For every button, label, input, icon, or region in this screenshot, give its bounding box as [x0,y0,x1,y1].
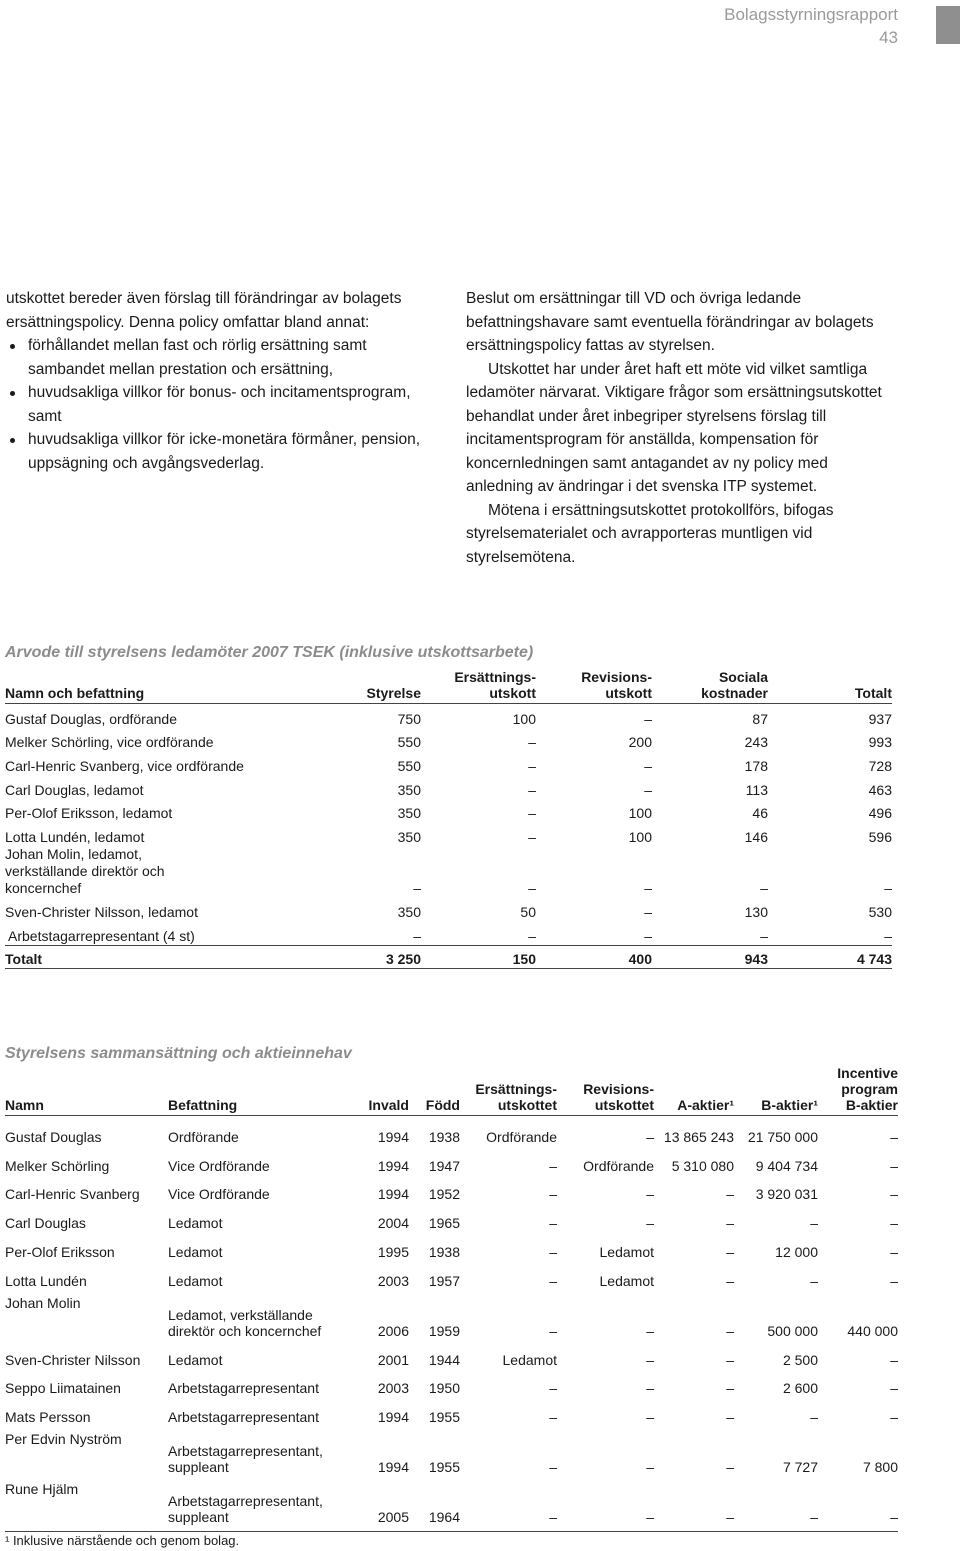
table-row [5,1289,898,1339]
table-cell: – [726,1351,734,1368]
table-cell: Gustaf Douglas [5,1128,102,1145]
table-cell: Arbetstagarrepresentant (4 st) [8,927,195,944]
table-cell: – [646,1128,654,1145]
table-cell: 50 [520,903,536,920]
table-cell: 46 [752,805,768,822]
table-row [5,1368,898,1397]
header-text: kostnader [701,685,768,701]
paragraph: Mötena i ersättningsutskottet protokollförs, bifogas styrelsematerialet och avrapporteras muntligen vid styrelsemötena. [466,501,834,566]
bullet-item: förhållandet mellan fast och rörlig ersättning samt sambandet mellan prestation och ersättning, [6,334,436,381]
table-cell: Ordförande [486,1128,557,1145]
table-row [5,1231,898,1260]
table-cell: – [726,1243,734,1260]
col-header-ersattningsutskott [421,669,536,704]
col-header-name: Namn och befattning [5,685,145,701]
table-cell: – [646,1351,654,1368]
table-row [5,1475,898,1532]
table-row [5,704,892,728]
table-cell: 3 250 [385,950,421,967]
table-cell: 943 [744,950,768,967]
col-header-sociala-kostnader [652,669,768,704]
table-cell: – [549,1215,557,1232]
table-cell: – [644,781,652,798]
table-cell: – [644,880,652,897]
table-cell: 350 [397,829,421,846]
intro-paragraph: utskottet bereder även förslag till förändringar av bolagets ersättningspolicy. Denna policy omfattar bland annat: [6,290,402,331]
table-cell: Carl Douglas, ledamot [5,781,144,798]
page-tab-marker [936,6,960,44]
board-fees-table [5,669,892,969]
board-composition-title: Styrelsens sammansättning och aktieinnehav [5,1045,352,1062]
table-cell: 130 [744,903,768,920]
bullet-item: huvudsakliga villkor för icke-monetära förmåner, pension, uppsägning och avgångsvederlag. [6,428,436,475]
table-cell: 100 [628,829,652,846]
table-cell: 1964 [428,1509,460,1526]
table-cell: – [726,1322,734,1339]
table-cell: – [528,927,536,944]
table-cell: – [890,1186,898,1203]
table-cell: Mats Persson [5,1409,91,1426]
table-cell: – [890,1351,898,1368]
report-header [724,4,898,48]
table-cell: Carl-Henric Svanberg, vice ordförande [5,758,244,775]
table-cell: 87 [752,710,768,727]
table-cell: – [549,1322,557,1339]
table-cell: – [413,880,421,897]
table-cell: 993 [868,734,892,751]
header-text: B-aktier [845,1097,898,1113]
header-text: Ersättnings- [454,669,536,685]
table-cell: Arbetstagarrepresentant [168,1380,319,1397]
table-cell: 2 600 [782,1380,818,1397]
table-header-row [5,669,892,704]
table-cell: 496 [868,805,892,822]
table-cell: Ledamot [599,1272,654,1289]
table-cell: 2004 [377,1215,409,1232]
table-cell: – [528,734,536,751]
table-cell: 550 [397,734,421,751]
table-row [5,751,892,775]
table-cell: 2001 [377,1351,409,1368]
table-cell: – [646,1409,654,1426]
table-cell: – [646,1459,654,1476]
bullet-item: huvudsakliga villkor för bonus- och incitamentsprogram, samt [6,381,436,428]
table-cell: 1959 [428,1322,460,1339]
table-cell: 1955 [428,1409,460,1426]
table-row [5,1260,898,1289]
table-cell: Lotta Lundén [5,1272,87,1289]
table-cell: – [644,927,652,944]
table-cell: 530 [868,903,892,920]
table-cell: Ledamot [168,1351,223,1368]
policy-bullet-list [6,334,436,475]
table-cell: Seppo Liimatainen [5,1380,121,1397]
table-cell: 937 [868,710,892,727]
footnote: ¹ Inklusive närstående och genom bolag. [5,1533,240,1548]
header-text: Sociala [718,669,768,685]
table-cell: – [646,1509,654,1526]
paragraph: Beslut om ersättningar till VD och övriga ledande befattningshavare samt eventuella förändringar av bolagets ersättningspolicy fattas av styrelsen. [466,290,874,354]
table-cell: Melker Schörling, vice ordförande [5,734,214,751]
table-cell: Johan Molin, ledamot, verkställande direktör och koncernchef [5,846,165,897]
table-cell: – [549,1380,557,1397]
table-cell: 178 [744,758,768,775]
col-header-ersattningsutskottet [460,1065,557,1116]
table-cell: 1955 [428,1459,460,1476]
table-cell: 243 [744,734,768,751]
table-cell: – [549,1459,557,1476]
table-cell: Per-Olof Eriksson [5,1243,115,1260]
table-cell: 350 [397,903,421,920]
table-cell: Melker Schörling [5,1157,110,1174]
col-header-styrelse: Styrelse [366,685,421,701]
table-cell: 113 [745,781,768,798]
table-row [5,775,892,799]
header-text: utskottet [497,1097,557,1113]
table-cell: Ordförande [583,1157,654,1174]
table-cell: – [890,1272,898,1289]
table-cell: 21 750 000 [747,1128,818,1145]
table-cell: 1938 [428,1128,460,1145]
col-header-namn: Namn [5,1097,44,1113]
table-cell: – [549,1409,557,1426]
table-cell: 1994 [377,1459,409,1476]
table-cell: 1950 [428,1380,460,1397]
table-cell: Ledamot [599,1243,654,1260]
table-cell: – [528,758,536,775]
table-cell: 7 800 [862,1459,898,1476]
table-cell: 1994 [377,1409,409,1426]
table-row [5,728,892,752]
table-cell: Per Edvin Nyström [5,1431,122,1448]
table-cell: Carl Douglas [5,1215,86,1232]
header-text: Incentive [837,1065,898,1081]
table-cell: – [549,1272,557,1289]
table-cell: – [528,805,536,822]
table-cell: – [890,1243,898,1260]
header-text: program [841,1081,898,1097]
table-cell: – [646,1380,654,1397]
table-row [5,1425,898,1475]
table-cell: – [644,758,652,775]
col-header-revisionsutskott [536,669,652,704]
table-cell: Rune Hjälm [5,1481,79,1498]
header-text: Revisions- [581,669,652,685]
table-cell: – [528,781,536,798]
header-text: utskott [489,685,536,701]
left-text-column [6,287,436,475]
table-cell: 1994 [377,1128,409,1145]
table-cell: – [726,1272,734,1289]
table-cell: 728 [868,758,892,775]
table-cell: – [549,1243,557,1260]
table-row [5,1116,898,1145]
table-cell: Ledamot [502,1351,557,1368]
right-text-column [466,287,894,569]
table-cell: 100 [512,710,536,727]
table-cell: – [890,1509,898,1526]
table-cell: – [726,1186,734,1203]
table-cell: – [810,1272,818,1289]
table-cell: 596 [868,829,892,846]
table-header-row [5,1065,898,1116]
table-cell: 7 727 [782,1459,818,1476]
table-cell: 2 500 [782,1351,818,1368]
table-cell: 5 310 080 [671,1157,734,1174]
table-cell: – [726,1459,734,1476]
col-header-fodd: Född [425,1097,460,1113]
table-cell: – [760,880,768,897]
table-row [5,1174,898,1203]
table-cell: – [528,829,536,846]
table-cell: Ledamot [168,1243,223,1260]
table-cell: – [549,1157,557,1174]
table-cell: 2006 [377,1322,409,1339]
table-cell: Carl-Henric Svanberg [5,1186,140,1203]
table-cell: – [890,1157,898,1174]
table-cell: Ledamot [168,1272,223,1289]
header-text: Revisions- [583,1081,654,1097]
table-cell: 1938 [428,1243,460,1260]
table-cell: 1944 [428,1351,460,1368]
board-composition-table [5,1065,898,1532]
table-row [5,1202,898,1231]
table-cell: – [890,1215,898,1232]
table-cell: 1957 [428,1272,460,1289]
table-cell: 1995 [377,1243,409,1260]
table-cell: – [810,1215,818,1232]
table-cell: Sven-Christer Nilsson [5,1351,141,1368]
table-cell: 500 000 [767,1322,818,1339]
report-title: Bolagsstyrningsrapport [724,5,898,24]
table-cell: Sven-Christer Nilsson, ledamot [5,903,198,920]
table-cell: – [646,1215,654,1232]
table-total-row [5,945,892,968]
table-cell: – [810,1409,818,1426]
table-cell: Arbetstagarrepresentant, suppleant [168,1493,323,1526]
table-cell: – [890,1409,898,1426]
table-cell: Gustaf Douglas, ordförande [5,710,177,727]
table-row [5,1145,898,1174]
table-cell: 1952 [428,1186,460,1203]
table-cell: – [884,880,892,897]
table-cell: 146 [744,829,768,846]
table-cell: Ledamot [168,1215,223,1232]
table-cell: 13 865 243 [663,1128,734,1145]
table-cell: – [726,1509,734,1526]
table-cell: – [884,927,892,944]
page-number: 43 [879,28,898,47]
table-cell: – [726,1409,734,1426]
table-row [5,1339,898,1368]
col-header-befattning: Befattning [168,1097,238,1113]
table-cell: 440 000 [847,1322,898,1339]
table-cell: Ordförande [168,1128,239,1145]
table-row [5,921,892,945]
table-row [5,1396,898,1425]
table-cell: – [726,1215,734,1232]
table-cell: 4 743 [856,950,892,967]
table-cell: – [549,1509,557,1526]
table-cell: 100 [628,805,652,822]
table-cell: – [528,880,536,897]
table-cell: 350 [397,805,421,822]
table-row [5,799,892,823]
col-header-revisionsutskottet [557,1065,654,1116]
table-cell: – [890,1128,898,1145]
table-cell: 9 404 734 [755,1157,818,1174]
header-text: Ersättnings- [475,1081,557,1097]
table-cell: 150 [512,950,536,967]
table-cell: 1994 [377,1186,409,1203]
table-cell: 463 [868,781,892,798]
col-header-incentive [818,1065,898,1116]
table-cell: Per-Olof Eriksson, ledamot [5,805,173,822]
table-cell: 12 000 [775,1243,818,1260]
table-cell: 550 [397,758,421,775]
table-cell: 2003 [377,1272,409,1289]
table-cell: 1965 [428,1215,460,1232]
table-cell: 3 920 031 [755,1186,818,1203]
table-cell: – [644,710,652,727]
col-header-a-aktier: A-aktier¹ [677,1097,734,1113]
table-cell: 200 [628,734,652,751]
table-cell: 2005 [377,1509,409,1526]
table-row [5,822,892,846]
header-text: utskottet [594,1097,654,1113]
table-cell: Ledamot, verkställande direktör och koncernchef [168,1306,322,1339]
table-cell: 350 [397,781,421,798]
col-header-b-aktier: B-aktier¹ [761,1097,818,1113]
table-cell: Lotta Lundén, ledamot [5,829,145,846]
table-cell: – [644,903,652,920]
table-cell: 400 [628,950,652,967]
fees-table-title: Arvode till styrelsens ledamöter 2007 TSEK (inklusive utskottsarbete) [5,644,534,661]
table-cell: Arbetstagarrepresentant, suppleant [168,1443,323,1476]
header-text: utskott [605,685,652,701]
table-cell: – [810,1509,818,1526]
table-cell: – [726,1380,734,1397]
table-cell: Vice Ordförande [168,1157,270,1174]
table-cell: – [646,1186,654,1203]
table-row [5,897,892,921]
table-cell: Vice Ordförande [168,1186,270,1203]
table-cell: 2003 [377,1380,409,1397]
table-cell: – [890,1380,898,1397]
table-cell: 1994 [377,1157,409,1174]
table-cell: 1947 [428,1157,460,1174]
table-cell: – [549,1186,557,1203]
table-cell: – [760,927,768,944]
table-cell: – [646,1322,654,1339]
col-header-totalt: Totalt [854,685,892,701]
table-cell: – [413,927,421,944]
table-cell: Arbetstagarrepresentant [168,1409,319,1426]
paragraph: Utskottet har under året haft ett möte vid vilket samtliga ledamöter närvarat. Viktigare frågor som ersättningsutskottet behandlat under året inbegriper styrelsens förslag till incitamentsprogram för anställda, kompensation för koncernledningen samt antagandet av ny policy med anledning av ändringar i det svenska ITP systemet. [466,360,882,495]
table-cell: Johan Molin [5,1294,81,1311]
table-row [5,846,892,897]
table-cell: Totalt [5,950,43,967]
col-header-invald: Invald [368,1097,409,1113]
table-cell: 750 [397,710,421,727]
